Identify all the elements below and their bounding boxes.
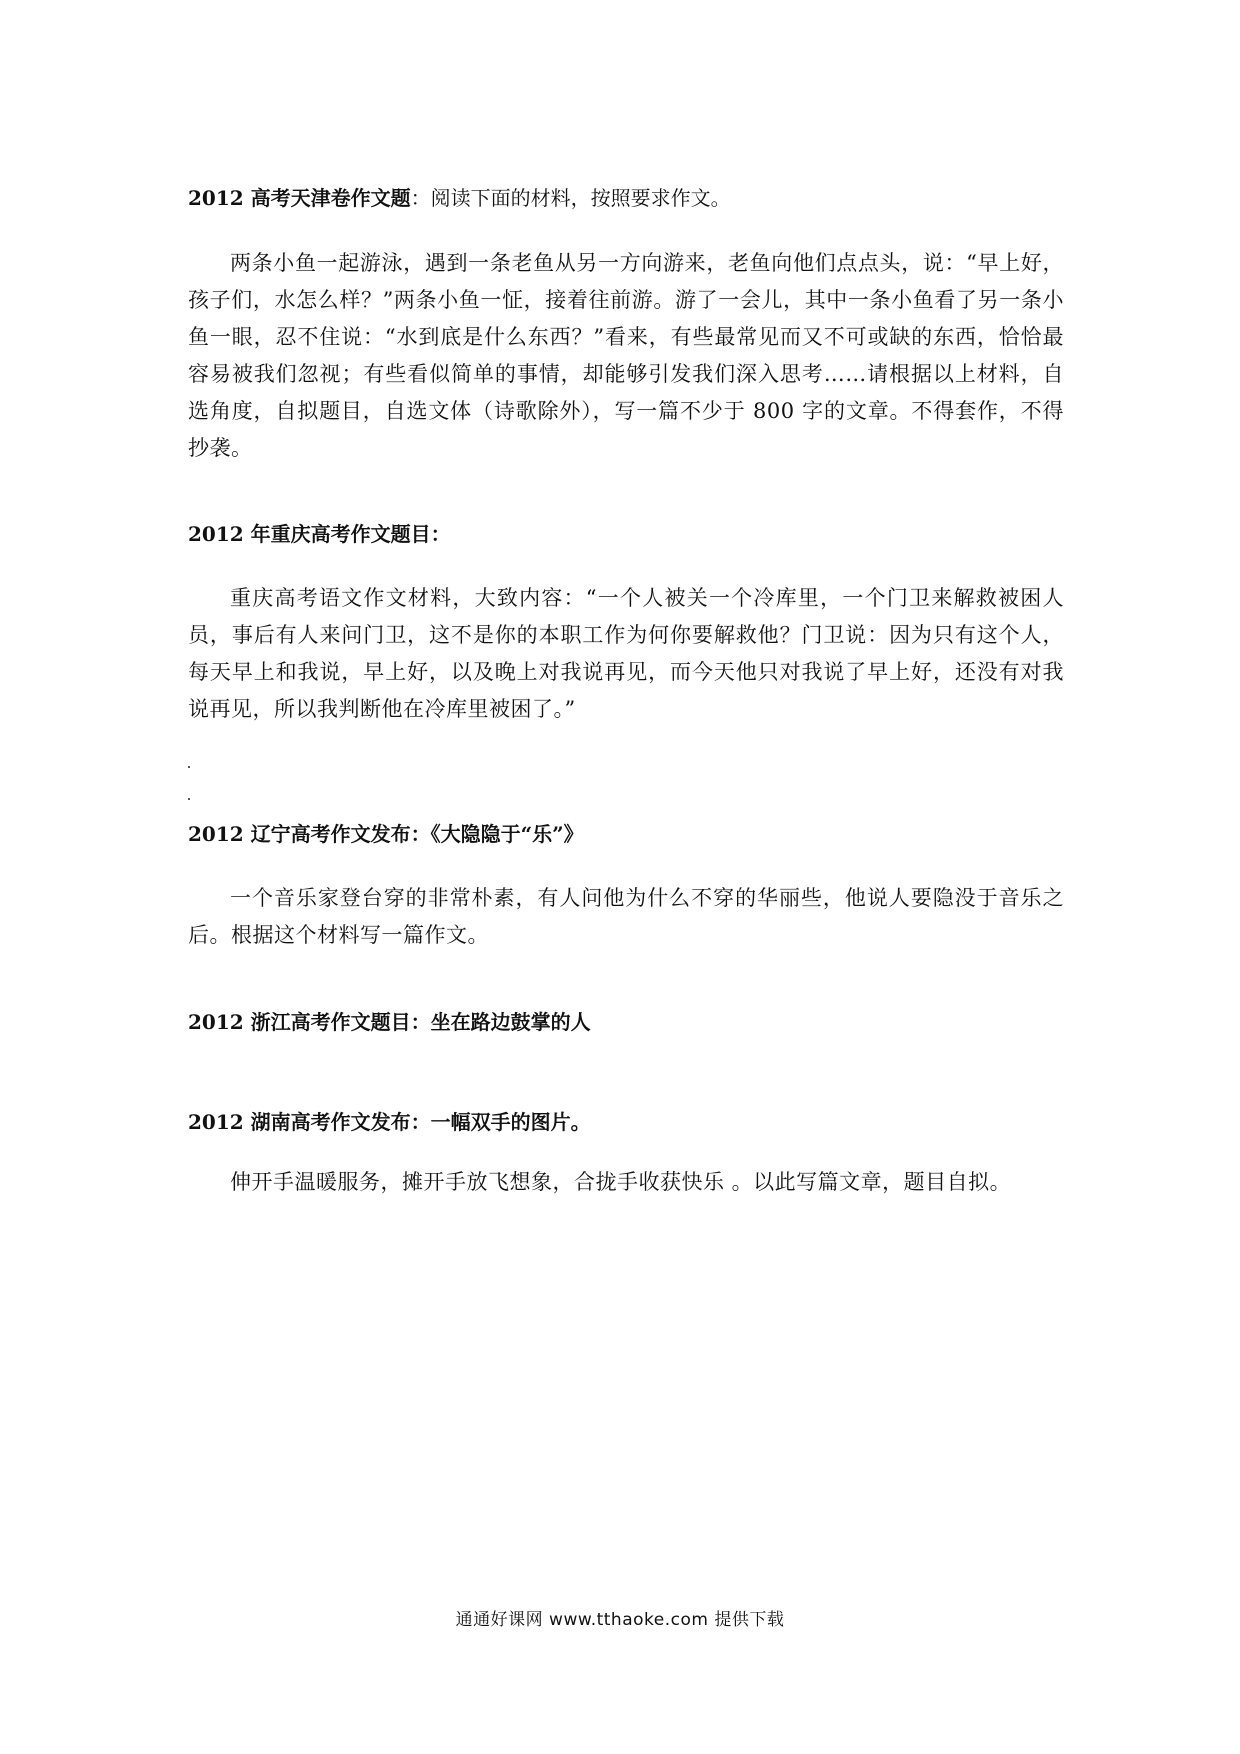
page-footer: 通通好课网 www.tthaoke.com 提供下载 xyxy=(455,1610,785,1630)
section-body-liaoning: 一个音乐家登台穿的非常朴素，有人问他为什么不穿的华丽些，他说人要隐没于音乐之后。根据这个材料写一篇作文。 xyxy=(188,886,1064,947)
section-heading-tianjin-bold: 2012 高考天津卷作文题 xyxy=(188,186,411,210)
section-body-chongqing: 重庆高考语文作文材料，大致内容：“一个人被关一个冷库里，一个门卫来解救被困人员，事后有人来问门卫，这不是你的本职工作为何你要解救他？门卫说：因为只有这个人，每天早上和我说，早上好，以及晚上对我说再见，而今天他只对我说了早上好，还没有对我说再见，所以我判断他在冷库里被困了。” xyxy=(188,586,1064,721)
section-heading-hunan xyxy=(188,1108,1068,1136)
stray-dot-2 xyxy=(188,798,190,800)
section-heading-hunan-bold: 2012 湖南高考作文发布：一幅双手的图片。 xyxy=(188,1110,591,1134)
section-body-hunan: 伸开手温暖服务，摊开手放飞想象，合拢手收获快乐 。以此写篇文章，题目自拟。 xyxy=(230,1170,1012,1194)
section-heading-zhejiang-bold: 2012 浙江高考作文题目：坐在路边鼓掌的人 xyxy=(188,1010,591,1034)
section-heading-liaoning-bold: 2012 辽宁高考作文发布：《大隐隐于“乐”》 xyxy=(188,822,584,846)
section-heading-liaoning xyxy=(188,820,1068,848)
section-heading-chongqing xyxy=(188,520,1068,548)
section-heading-tianjin xyxy=(188,184,1068,212)
section-heading-chongqing-bold: 2012 年重庆高考作文题目： xyxy=(188,522,451,546)
section-heading-zhejiang xyxy=(188,1008,1068,1036)
stray-dot-1 xyxy=(188,766,190,768)
section-heading-tianjin-rest: ：阅读下面的材料，按照要求作文。 xyxy=(410,186,731,210)
section-body-tianjin: 两条小鱼一起游泳，遇到一条老鱼从另一方向游来，老鱼向他们点点头，说：“早上好，孩子们，水怎么样？”两条小鱼一怔，接着往前游。游了一会儿，其中一条小鱼看了另一条小鱼一眼，忍不住说：“水到底是什么东西？”看来，有些最常见而又不可或缺的东西，恰恰最容易被我们忽视；有些看似简单的事情，却能够引发我们深入思考……请根据以上材料，自选角度，自拟题目，自选文体（诗歌除外），写一篇不少于 800 字的文章。不得套作，不得抄袭。 xyxy=(188,251,1064,460)
